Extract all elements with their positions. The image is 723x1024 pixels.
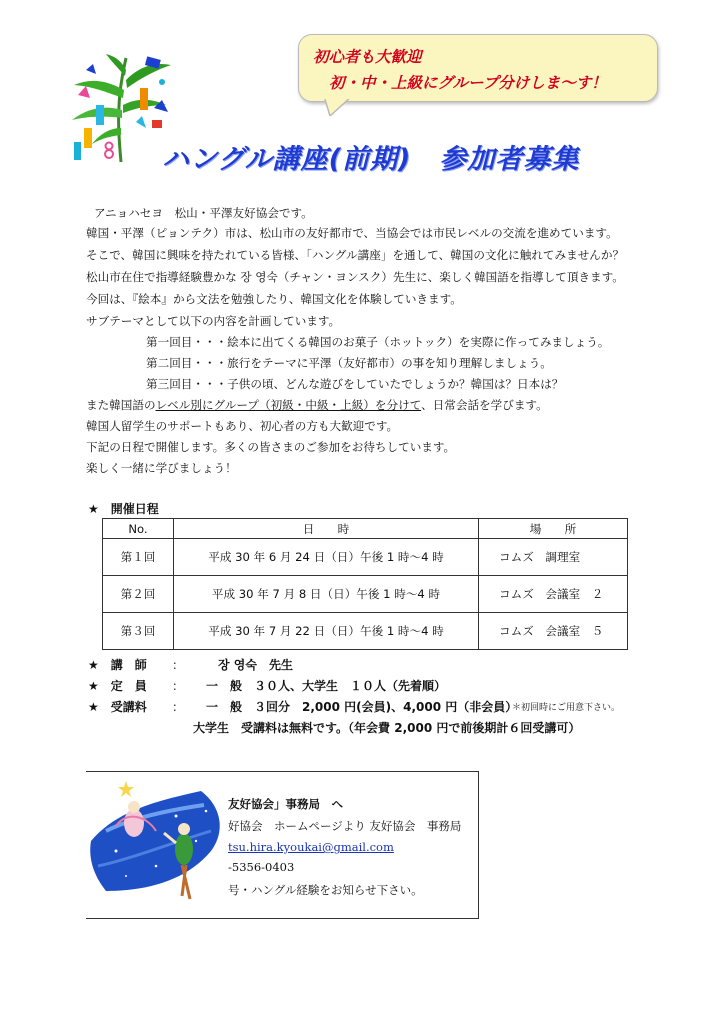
student-note: 大学生 受講料は無料です。（年会費 2,000 円で前後期計６回受講可） [193,721,581,735]
row-place: コムズ 会議室 ５ [479,613,628,650]
theme-1: 第一回目・・・絵本に出てくる韓国のお菓子（ホットック）を実際に作ってみましょう。 [146,335,610,349]
bubble-line-1: 初心者も大歓迎 [313,48,422,66]
contact-phone: -5356-0403 [228,860,295,874]
support-line: 韓国人留学生のサポートもあり、初心者の方も大歓迎です。 [86,419,399,433]
capacity-value: 一 般 ３０人、大学生 １０人（先着順） [206,679,447,693]
tanabata-bamboo-icon [66,50,176,165]
group-prefix: また韓国語の [86,398,156,412]
capacity-label: ★ 定 員 [88,679,147,693]
table-row [103,539,628,576]
header-place: 場 所 [479,519,628,539]
bubble-tail-icon [322,96,356,116]
schedule-heading: ★ 開催日程 [88,502,159,516]
capacity-colon: ： [172,679,185,693]
instructor-value: 장 영숙 先生 [218,658,293,672]
schedule-table [102,518,628,650]
row-no: 第１回 [103,539,174,576]
closing-line: 楽しく一緒に学びましょう！ [86,461,237,475]
contact-line-2: 好協会 ホームページより 友好協会 事務局 [228,819,462,833]
fee-value: 一 般 ３回分 2,000 円(会員)、4,000 円（非会員） [206,700,518,714]
group-underlined: レベル別にグループ（初級・中級・上級）を分けて [155,398,422,412]
row-no: 第３回 [103,613,174,650]
header-date: 日 時 [174,519,479,539]
intro-line-6: サブテーマとして以下の内容を計画しています。 [86,314,341,328]
instructor-row [88,656,648,674]
speech-bubble [298,34,658,102]
group-line [86,397,548,413]
row-place: コムズ 調理室 [479,539,628,576]
theme-2: 第二回目・・・旅行をテーマに平澤（友好都市）の事を知り理解しましょう。 [146,356,552,370]
schedule-header-row [103,519,628,539]
intro-line-2: 韓国・平澤（ピョンテク）市は、松山市の友好都市で、当協会では市民レベルの交流を進めています。 [86,226,618,240]
fee-colon: ： [172,700,185,714]
row-place: コムズ 会議室 ２ [479,576,628,613]
contact-line-1: 友好協会」事務局 へ [228,797,343,811]
table-row [103,613,628,650]
page-title: ハングル講座(前期) 参加者募集 [162,144,580,175]
contact-email-link[interactable]: tsu.hira.kyoukai@gmail.com [228,840,394,854]
row-date: 平成 30 年 7 月 8 日（日）午後 1 時～4 時 [174,576,479,613]
intro-line-4: 松山市在住で指導経験豊かな 장 영숙（チャン・ヨンスク）先生に、楽しく韓国語を指導して頂きます。 [86,270,624,284]
fee-label: ★ 受講料 [88,700,147,714]
contact-line-5: 号・ハングル経験をお知らせ下さい。 [228,883,423,897]
tanabata-illustration-icon [86,771,236,917]
intro-line-3: そこで、韓国に興味を持たれている皆様、「ハングル講座」を通して、韓国の文化に触れてみませんか？ [86,248,625,262]
table-row [103,576,628,613]
fee-note: ＊初回時にご用意下さい。 [512,703,621,713]
intro-line-5: 今回は、『絵本』から文法を勉強したり、韓国文化を体験していきます。 [86,292,462,306]
theme-3: 第三回目・・・子供の頃、どんな遊びをしていたでしょうか？韓国は？日本は？ [146,377,564,391]
header-no: No. [103,519,174,539]
row-date: 平成 30 年 7 月 22 日（日）午後 1 時～4 時 [174,613,479,650]
bubble-line-2: 初・中・上級にグループ分けしま～す！ [329,74,607,92]
instructor-colon: ： [172,658,185,672]
row-no: 第２回 [103,576,174,613]
group-suffix: 、日常会話を学びます。 [421,398,548,412]
schedule-note: 下記の日程で開催します。多くの皆さまのご参加をお待ちしています。 [86,440,456,454]
fee-row [88,698,648,716]
instructor-label: ★ 講 師 [88,658,147,672]
intro-line-1: アニョハセヨ 松山・平澤友好協会です。 [94,206,313,220]
capacity-row [88,677,648,695]
row-date: 平成 30 年 6 月 24 日（日）午後 1 時～4 時 [174,539,479,576]
